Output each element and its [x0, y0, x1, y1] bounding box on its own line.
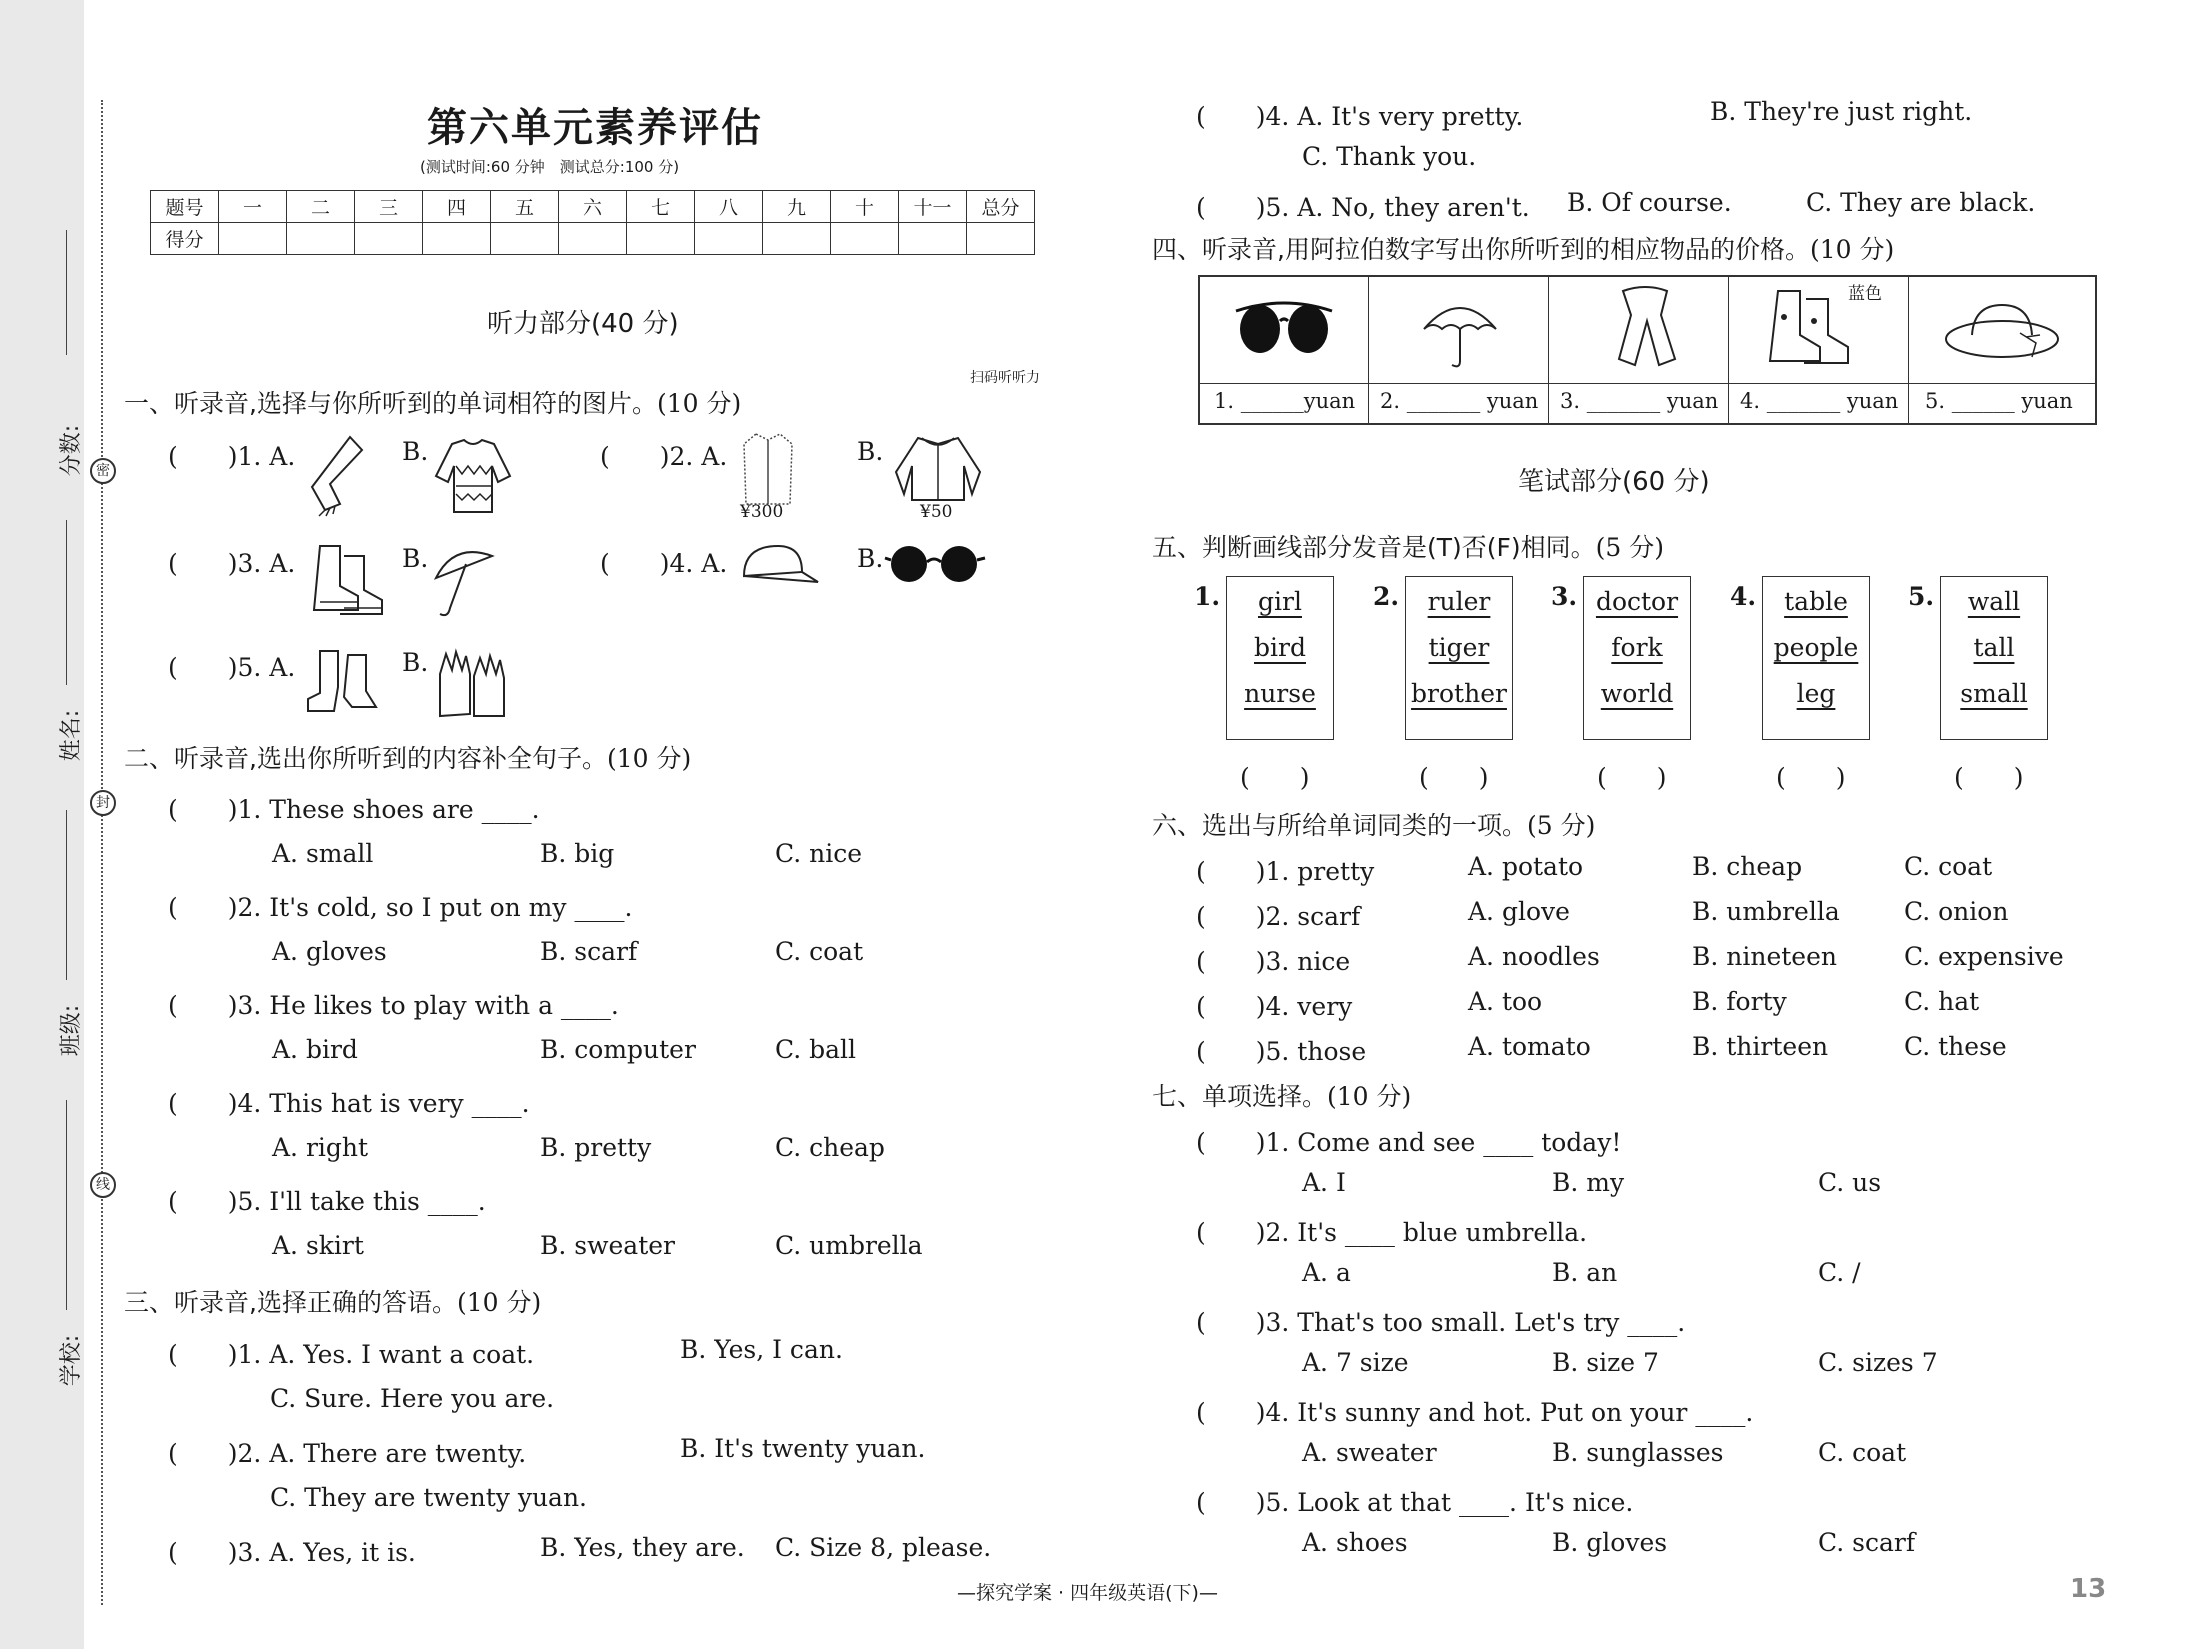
score-header-cell: 四 [423, 191, 491, 223]
boots-icon [300, 542, 390, 626]
scan-note: 扫码听听力 [970, 370, 1040, 386]
s7-question: ( )2. It's ____ blue umbrella. [1196, 1218, 1588, 1247]
s3-q1-c: C. Sure. Here you are. [270, 1384, 555, 1413]
s3-q2-c: C. They are twenty yuan. [270, 1483, 588, 1512]
hat-icon [1942, 299, 2062, 365]
s6-option-b: B. umbrella [1692, 897, 1840, 926]
price-cell-4[interactable]: 4. _______ yuan [1740, 389, 1899, 413]
s5-number: 3. [1551, 582, 1578, 611]
s2-option-a: A. right [272, 1133, 369, 1162]
price-a: ¥300 [740, 502, 784, 522]
score-header-cell: 题号 [151, 191, 219, 223]
test-info: (测试时间:60 分钟 测试总分:100 分) [420, 158, 680, 176]
s2-option-b: B. scarf [540, 937, 638, 966]
s2-option-c: C. coat [775, 937, 864, 966]
scarf-icon [1605, 285, 1685, 375]
s4-title: 四、听录音,用阿拉伯数字写出你所听到的相应物品的价格。(10 分) [1152, 235, 1895, 264]
class-write-line [66, 810, 67, 980]
score-entry-cell[interactable] [219, 223, 287, 255]
s7-question: ( )3. That's too small. Let's try ____. [1196, 1308, 1686, 1337]
s5-number: 1. [1194, 582, 1221, 611]
s1-q1: ( )1. A. [168, 442, 296, 471]
sunglasses-icon [885, 542, 985, 586]
s2-option-a: A. gloves [272, 937, 387, 966]
score-header-cell: 二 [287, 191, 355, 223]
s3-q2: ( )2. A. There are twenty. [168, 1439, 527, 1468]
s3-q5-b: B. Of course. [1567, 188, 1732, 217]
s3-q3-b: B. Yes, they are. [540, 1533, 745, 1562]
score-entry-cell[interactable] [491, 223, 559, 255]
price-cell-1[interactable]: 1. ______yuan [1214, 389, 1356, 413]
score-entry-cell[interactable] [831, 223, 899, 255]
score-entry-cell[interactable] [763, 223, 831, 255]
sweater-icon [432, 436, 514, 516]
s7-question: ( )1. Come and see ____ today! [1196, 1128, 1622, 1157]
word: doctor [1595, 587, 1679, 616]
s6-option-a: A. too [1468, 987, 1543, 1016]
s7-option-c: C. coat [1818, 1438, 1907, 1467]
word: wall [1967, 587, 2021, 616]
score-entry-cell[interactable] [423, 223, 491, 255]
s6-question: ( )4. very [1196, 992, 1353, 1021]
s1-q4-b: B. [857, 544, 884, 573]
score-header-cell: 九 [763, 191, 831, 223]
word-box [1583, 576, 1691, 740]
scarf-icon [300, 432, 380, 514]
score-write-line [66, 230, 67, 355]
s6-option-b: B. forty [1692, 987, 1787, 1016]
footer-text: —探究学案 · 四年级英语(下)— [957, 1582, 1218, 1604]
s6-question: ( )1. pretty [1196, 857, 1375, 886]
s7-option-b: B. sunglasses [1552, 1438, 1724, 1467]
s3-q4-c: C. Thank you. [1302, 142, 1477, 171]
s7-option-a: A. shoes [1302, 1528, 1408, 1557]
sunglasses-icon [1234, 291, 1334, 361]
s1-q3: ( )3. A. [168, 549, 296, 578]
s2-question: ( )2. It's cold, so I put on my ____. [168, 893, 633, 922]
s2-option-b: B. pretty [540, 1133, 652, 1162]
umbrella-icon [1420, 287, 1500, 371]
price-cell-2[interactable]: 2. _______ yuan [1380, 389, 1539, 413]
s2-option-a: A. small [272, 839, 374, 868]
score-header-cell: 总分 [967, 191, 1035, 223]
s6-title: 六、选出与所给单词同类的一项。(5 分) [1152, 811, 1596, 840]
s6-option-b: B. nineteen [1692, 942, 1837, 971]
word: small [1960, 679, 2028, 708]
word: people [1773, 633, 1859, 662]
s2-option-c: C. nice [775, 839, 863, 868]
cut-line [101, 100, 103, 1605]
s1-q1-b: B. [402, 437, 429, 466]
s7-option-a: A. I [1302, 1168, 1346, 1197]
school-write-line [66, 1100, 67, 1310]
s2-question: ( )1. These shoes are ____. [168, 795, 540, 824]
s7-option-a: A. sweater [1302, 1438, 1437, 1467]
label-class: 班级: [59, 1004, 85, 1057]
s6-option-b: B. cheap [1692, 852, 1803, 881]
label-school: 学校: [59, 1334, 85, 1387]
score-entry-cell[interactable] [967, 223, 1035, 255]
score-header-cell: 三 [355, 191, 423, 223]
s7-option-c: C. sizes 7 [1818, 1348, 1938, 1377]
s3-q3-c: C. Size 8, please. [775, 1533, 992, 1562]
s7-title: 七、单项选择。(10 分) [1152, 1082, 1412, 1111]
s7-option-c: C. scarf [1818, 1528, 1916, 1557]
word: tall [1973, 633, 2015, 662]
s2-option-a: A. bird [272, 1035, 358, 1064]
price-b: ¥50 [920, 502, 953, 522]
umbrella-icon [430, 538, 500, 624]
s6-question: ( )5. those [1196, 1037, 1367, 1066]
s3-q4-b: B. They're just right. [1710, 97, 1973, 126]
socks-icon [300, 645, 384, 725]
s6-option-a: A. glove [1468, 897, 1570, 926]
s2-question: ( )5. I'll take this ____. [168, 1187, 486, 1216]
gloves-icon [430, 646, 514, 722]
score-header-cell: 七 [627, 191, 695, 223]
score-header-cell: 六 [559, 191, 627, 223]
s5-answer-paren: ( ) [1776, 763, 1846, 792]
s6-option-a: A. potato [1468, 852, 1584, 881]
s1-q4: ( )4. A. [600, 549, 728, 578]
score-entry-cell[interactable] [355, 223, 423, 255]
listening-title: 听力部分(40 分) [487, 309, 679, 339]
s5-answer-paren: ( ) [1597, 763, 1667, 792]
name-write-line [66, 520, 67, 685]
word: ruler [1427, 587, 1491, 616]
s3-q4: ( )4. A. It's very pretty. [1196, 102, 1524, 131]
s7-option-c: C. us [1818, 1168, 1882, 1197]
s7-option-b: B. gloves [1552, 1528, 1668, 1557]
score-table [150, 190, 1035, 255]
word: bird [1254, 633, 1306, 662]
s2-option-a: A. skirt [272, 1231, 364, 1260]
s7-option-c: C. / [1818, 1258, 1861, 1287]
score-entry-cell[interactable] [899, 223, 967, 255]
word: nurse [1244, 679, 1316, 708]
s6-option-b: B. thirteen [1692, 1032, 1829, 1061]
s5-number: 5. [1908, 582, 1935, 611]
blue-label: 蓝色 [1848, 284, 1882, 304]
word: girl [1258, 587, 1302, 616]
s1-q2-b: B. [857, 437, 884, 466]
s1-q3-b: B. [402, 544, 429, 573]
s7-question: ( )5. Look at that ____. It's nice. [1196, 1488, 1634, 1517]
s6-option-c: C. expensive [1904, 942, 2064, 971]
word: leg [1796, 679, 1836, 708]
s3-q3: ( )3. A. Yes, it is. [168, 1538, 416, 1567]
s2-option-b: B. big [540, 839, 615, 868]
score-entry-cell[interactable] [287, 223, 355, 255]
s1-title: 一、听录音,选择与你所听到的单词相符的图片。(10 分) [124, 389, 742, 418]
binding-margin [0, 0, 84, 1649]
s5-title: 五、判断画线部分发音是(T)否(F)相同。(5 分) [1152, 533, 1665, 562]
s7-option-b: B. my [1552, 1168, 1625, 1197]
word-box [1405, 576, 1513, 740]
word-box [1226, 576, 1334, 740]
s1-q5: ( )5. A. [168, 653, 296, 682]
word: table [1784, 587, 1848, 616]
s5-number: 2. [1373, 582, 1400, 611]
seal-xian: 线 [90, 1172, 116, 1198]
score-entry-cell[interactable] [695, 223, 763, 255]
seal-feng: 封 [90, 790, 116, 816]
seal-mi: 密 [90, 458, 116, 484]
written-title: 笔试部分(60 分) [1518, 467, 1710, 497]
s2-option-b: B. sweater [540, 1231, 675, 1260]
s6-option-c: C. coat [1904, 852, 1993, 881]
s7-option-b: B. an [1552, 1258, 1618, 1287]
word: tiger [1428, 633, 1490, 662]
page-title: 第六单元素养评估 [427, 105, 763, 151]
coat-300-icon [738, 430, 798, 510]
word: brother [1411, 679, 1507, 708]
s6-option-c: C. hat [1904, 987, 1980, 1016]
price-cell-3[interactable]: 3. _______ yuan [1560, 389, 1719, 413]
s3-title: 三、听录音,选择正确的答语。(10 分) [124, 1288, 542, 1317]
s1-q5-b: B. [402, 648, 429, 677]
s6-option-a: A. noodles [1468, 942, 1600, 971]
s7-option-b: B. size 7 [1552, 1348, 1659, 1377]
s2-option-c: C. umbrella [775, 1231, 923, 1260]
word: fork [1611, 633, 1663, 662]
s7-question: ( )4. It's sunny and hot. Put on your ____. [1196, 1398, 1754, 1427]
word-box [1762, 576, 1870, 740]
label-name: 姓名: [59, 709, 85, 762]
s6-option-c: C. these [1904, 1032, 2007, 1061]
s5-answer-paren: ( ) [1954, 763, 2024, 792]
s2-option-b: B. computer [540, 1035, 696, 1064]
score-entry-cell[interactable] [559, 223, 627, 255]
word: world [1600, 679, 1674, 708]
label-score: 分数: [59, 424, 85, 477]
score-entry-cell[interactable] [627, 223, 695, 255]
s3-q1: ( )1. A. Yes. I want a coat. [168, 1340, 535, 1369]
s2-option-c: C. cheap [775, 1133, 885, 1162]
score-header-cell: 一 [219, 191, 287, 223]
price-table [1198, 275, 2097, 425]
s3-q5-c: C. They are black. [1806, 188, 2036, 217]
s5-number: 4. [1730, 582, 1757, 611]
s6-option-a: A. tomato [1468, 1032, 1591, 1061]
s6-question: ( )3. nice [1196, 947, 1351, 976]
s2-title: 二、听录音,选出你所听到的内容补全句子。(10 分) [124, 744, 692, 773]
score-header-cell: 十 [831, 191, 899, 223]
s6-option-c: C. onion [1904, 897, 2009, 926]
s1-q2: ( )2. A. [600, 442, 728, 471]
cap-icon [730, 540, 820, 588]
s3-q5: ( )5. A. No, they aren't. [1196, 193, 1530, 222]
s2-option-c: C. ball [775, 1035, 857, 1064]
s3-q2-b: B. It's twenty yuan. [680, 1434, 926, 1463]
s5-answer-paren: ( ) [1240, 763, 1310, 792]
s7-option-a: A. 7 size [1302, 1348, 1409, 1377]
s6-question: ( )2. scarf [1196, 902, 1361, 931]
s5-answer-paren: ( ) [1419, 763, 1489, 792]
score-header-cell: 五 [491, 191, 559, 223]
s2-question: ( )4. This hat is very ____. [168, 1089, 530, 1118]
s7-option-a: A. a [1302, 1258, 1351, 1287]
score-header-cell: 十一 [899, 191, 967, 223]
jacket-50-icon [888, 432, 988, 506]
score-header-cell: 八 [695, 191, 763, 223]
word-box [1940, 576, 2048, 740]
score-label-cell: 得分 [151, 223, 219, 255]
page-number: 13 [2070, 1574, 2107, 1604]
s2-question: ( )3. He likes to play with a ____. [168, 991, 619, 1020]
s3-q1-b: B. Yes, I can. [680, 1335, 843, 1364]
price-cell-5[interactable]: 5. ______ yuan [1925, 389, 2073, 413]
